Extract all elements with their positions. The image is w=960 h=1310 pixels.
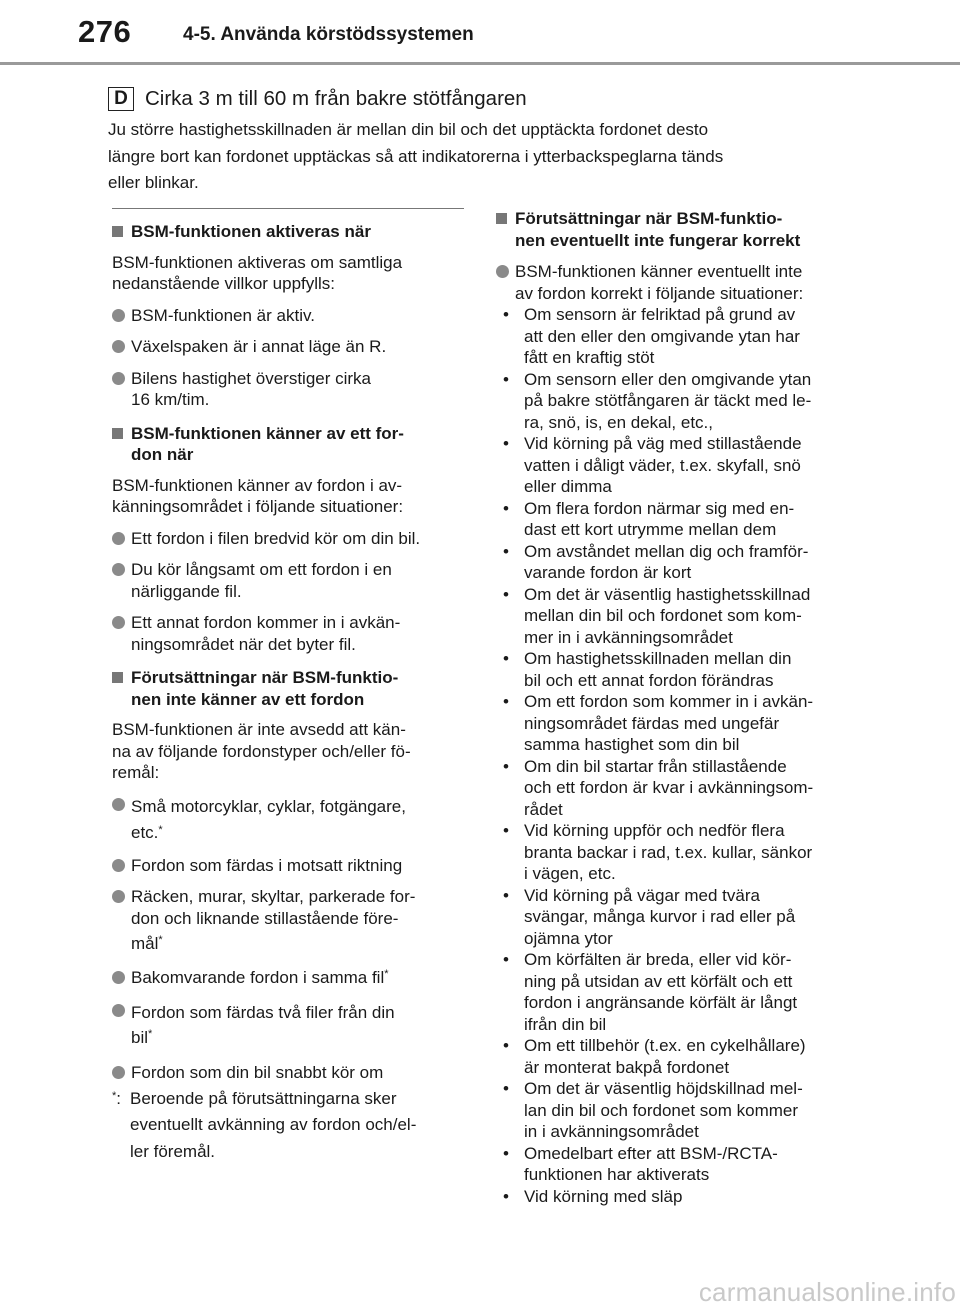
bullet-text: Fordon som din bil snabbt kör om [131,1063,384,1082]
section-d-intro [108,117,848,197]
bullet-dot-icon [112,1004,125,1017]
bullet-dot-icon [112,616,125,629]
footnote-asterisk: * [158,934,163,946]
bullet-item [112,967,464,989]
footnote-colon: : [116,1088,122,1108]
list-marker: • [503,885,509,905]
situation-text: Omedelbart efter att BSM-/RCTA- [524,1143,778,1163]
bullet-item [112,886,464,955]
situation-text: funktionen har aktiverats [524,1165,710,1184]
activation-heading [112,221,464,243]
bullet-text: 16 km/tim. [131,390,210,409]
bullet-item [112,559,464,602]
footnote [112,1086,464,1166]
text-line: känningsområdet i följande situationer: [112,497,404,516]
situation-item [496,1035,848,1078]
situation-item [496,756,848,821]
list-marker: • [503,1143,509,1163]
text-line: remål: [112,763,160,782]
situation-text: Om avståndet mellan dig och framför- [524,541,809,561]
bullet-dot-icon [112,563,125,576]
situation-text: samma hastighet som din bil [524,735,740,754]
text-line: nedanstående villkor uppfylls: [112,274,336,293]
list-marker: • [503,434,509,453]
situation-item [496,648,848,691]
bullet-dot-icon [112,372,125,385]
bullet-item [112,855,464,877]
situation-text: fått en kraftig stöt [524,348,655,367]
situation-text: ningsområdet färdas med ungefär [524,713,780,733]
bullet-text: Bilens hastighet överstiger cirka [131,368,372,388]
watermark: carmanualsonline.info [698,1277,956,1307]
bullet-text: Du kör långsamt om ett fordon i en [131,560,392,579]
bullet-item [496,261,848,304]
situation-item [496,949,848,1035]
situation-item [496,1078,848,1143]
bullet-item [112,612,464,655]
situation-text: mer in i avkänningsområdet [524,627,733,647]
intro-line: Ju större hastighetsskillnaden är mellan din bil och det upptäckta fordonet desto [108,120,709,139]
situation-item [496,498,848,541]
header-divider [0,62,960,65]
bullet-text: etc. [131,822,159,842]
situation-text: Vid körning med släp [524,1186,683,1206]
heading-text: don när [131,445,194,464]
situation-text: och ett fordon är kvar i avkänningsom- [524,778,814,797]
footnote-marker [112,1086,130,1166]
situation-item [496,369,848,434]
bullet-text: Bakomvarande fordon i samma fil [131,967,385,987]
text-line: na av följande fordonstyper och/eller fö- [112,741,411,761]
list-marker: • [503,821,509,840]
list-marker: • [503,498,509,518]
activation-text [112,252,464,295]
bullet-text: don och liknande stillastående före- [131,908,399,928]
no-detection-heading [112,667,464,710]
list-marker: • [503,305,509,324]
detection-text [112,475,464,518]
heading-square-icon [112,428,123,439]
heading-square-icon [112,226,123,237]
bullet-text: bil [131,1028,149,1047]
situation-text: Vid körning uppför och nedför flera [524,821,785,840]
situation-text: Om det är väsentlig höjdskillnad mel- [524,1079,803,1098]
section-marker-d: D [108,87,134,111]
situation-item [496,691,848,756]
situation-text: lan din bil och fordonet som kommer [524,1100,799,1120]
intro-line: längre bort kan fordonet upptäckas så att indikatorerna i ytterbackspeglarna tänds [108,146,724,166]
situation-text: ning på utsidan av ett körfält och ett [524,971,793,991]
section-d-title: Cirka 3 m till 60 m från bakre stötfångaren [145,87,527,110]
heading-square-icon [496,213,507,224]
situation-text: ra, snö, is, en dekal, etc., [524,412,713,432]
list-marker: • [503,692,509,711]
bullet-text: mål [131,934,159,953]
bullet-text: Fordon som färdas i motsatt riktning [131,855,403,875]
list-marker: • [503,1036,509,1055]
situation-item [496,584,848,649]
footnote-asterisk: * [148,1028,153,1040]
malfunction-heading [496,208,848,251]
bullet-item [112,368,464,411]
bullet-item [112,336,464,358]
bullet-dot-icon [112,532,125,545]
situation-text: bil och ett annat fordon förändras [524,670,774,690]
list-marker: • [503,756,509,776]
bullet-item [112,1062,464,1084]
heading-text: BSM-funktionen aktiveras när [131,222,371,241]
heading-square-icon [112,672,123,683]
bullet-dot-icon [112,798,125,811]
situation-text: ojämna ytor [524,928,613,948]
situation-text: rådet [524,799,563,819]
bullet-item [112,305,464,327]
situation-text: Om din bil startar från stillastående [524,756,787,776]
situation-item [496,541,848,584]
situation-text: Vid körning på vägar med tvära [524,885,760,905]
situation-text: är monterat bakpå fordonet [524,1057,730,1077]
bullet-dot-icon [112,340,125,353]
situation-text: ifrån din bil [524,1014,607,1034]
situation-text: Om det är väsentlig hastighetsskillnad [524,584,811,604]
detection-heading [112,423,464,466]
bullet-dot-icon [112,1066,125,1079]
situation-text: Om sensorn eller den omgivande ytan [524,369,812,389]
bullet-text: närliggande fil. [131,581,242,601]
situation-text: dast ett kort utrymme mellan dem [524,520,777,539]
situation-item [496,433,848,498]
situation-text: Om ett fordon som kommer in i avkän- [524,692,814,711]
list-marker: • [503,649,509,668]
situation-item [496,1143,848,1186]
situation-text: vatten i dåligt väder, t.ex. skyfall, snö [524,455,801,475]
left-column [112,208,464,1165]
situation-text: Om sensorn är felriktad på grund av [524,305,796,324]
situation-text: in i avkänningsområdet [524,1122,699,1141]
bullet-text: Fordon som färdas två filer från din [131,1003,395,1022]
situation-text: Om hastighetsskillnaden mellan din [524,649,792,668]
text-line: BSM-funktionen känner av fordon i av- [112,475,403,495]
situation-item [496,304,848,369]
heading-text: Förutsättningar när BSM-funktio- [131,668,399,687]
footnote-asterisk: * [112,1089,117,1102]
situation-text: Om flera fordon närmar sig med en- [524,498,795,518]
footnote-asterisk: * [384,967,389,980]
situation-text: branta backar i rad, t.ex. kullar, sänkor [524,842,813,862]
situation-text: mellan din bil och fordonet som kom- [524,606,802,625]
list-marker: • [503,584,509,604]
bullet-text: Räcken, murar, skyltar, parkerade for- [131,887,416,906]
situation-text: Om körfälten är breda, eller vid kör- [524,950,792,969]
list-marker: • [503,1079,509,1098]
situation-text: att den eller den omgivande ytan har [524,326,800,346]
page-header [0,0,960,70]
situation-text: Om ett tillbehör (t.ex. en cykelhållare) [524,1036,806,1055]
situation-text: svängar, många kurvor i rad eller på [524,907,796,926]
bullet-text: BSM-funktionen känner eventuellt inte [515,262,803,281]
situation-text: på bakre stötfångaren är täckt med le- [524,391,812,410]
list-marker: • [503,1186,509,1206]
situation-text: Vid körning på väg med stillastående [524,434,802,453]
bullet-text: Små motorcyklar, cyklar, fotgängare, [131,796,406,816]
footnote-text: Beroende på förutsättningarna sker [130,1088,397,1108]
bullet-item [112,528,464,550]
situation-text: eller dimma [524,477,612,496]
bullet-text: ningsområdet när det byter fil. [131,634,356,654]
footnote-asterisk: * [158,823,163,836]
bullet-item [112,794,464,846]
column-divider [112,208,464,209]
list-marker: • [503,369,509,389]
intro-line: eller blinkar. [108,173,199,192]
bullet-dot-icon [112,971,125,984]
section-title: 4-5. Använda körstödssystemen [183,24,474,45]
bullet-text: BSM-funktionen är aktiv. [131,305,315,325]
bullet-item [112,1000,464,1050]
situation-text: fordon i angränsande körfält är långt [524,993,798,1012]
heading-text: Förutsättningar när BSM-funktio- [515,209,783,228]
footnote-text: eventuellt avkänning av fordon och/el- [130,1115,417,1134]
bullet-dot-icon [112,309,125,322]
situation-item [496,820,848,885]
text-line: BSM-funktionen aktiveras om samtliga [112,252,403,272]
heading-text: nen eventuellt inte fungerar korrekt [515,230,801,250]
situation-item [496,1186,848,1208]
heading-text: BSM-funktionen känner av ett for- [131,423,404,443]
footnote-text: ler föremål. [130,1141,216,1161]
bullet-text: Ett annat fordon kommer in i avkän- [131,613,401,632]
situation-list [496,304,848,1207]
bullet-text: Växelspaken är i annat läge än R. [131,337,387,356]
section-d-heading [108,84,527,114]
list-marker: • [503,950,509,969]
bullet-text: Ett fordon i filen bredvid kör om din bil. [131,528,421,548]
bullet-dot-icon [112,890,125,903]
heading-text: nen inte känner av ett fordon [131,689,365,709]
text-line: BSM-funktionen är inte avsedd att kän- [112,720,406,739]
list-marker: • [503,541,509,561]
bullet-dot-icon [496,265,509,278]
situation-text: varande fordon är kort [524,563,692,582]
page-number: 276 [78,14,132,49]
no-detection-text [112,719,464,784]
situation-item [496,885,848,950]
right-column [496,208,848,1207]
situation-text: i vägen, etc. [524,864,616,883]
bullet-dot-icon [112,859,125,872]
bullet-text: av fordon korrekt i följande situationer: [515,283,804,303]
